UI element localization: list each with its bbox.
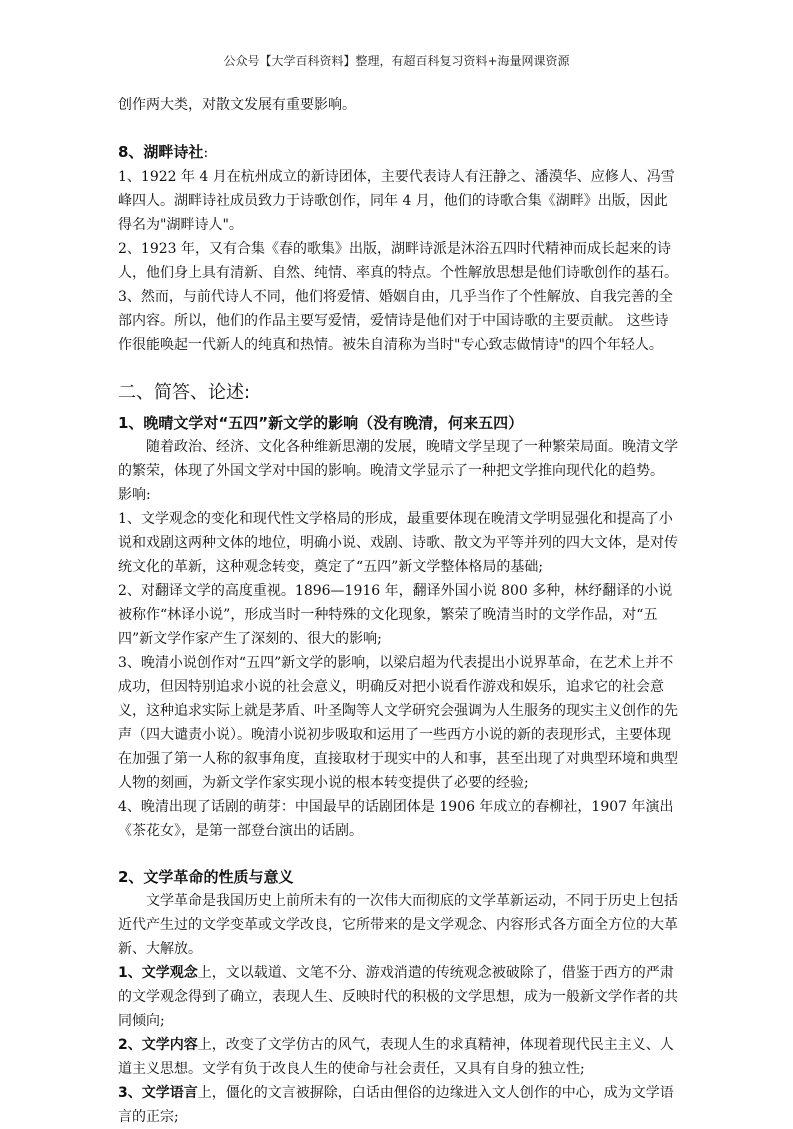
question-2-title: 2、文学革命的性质与意义: [118, 868, 294, 886]
section-8-para-3: 3、然而，与前代诗人不同，他们将爱情、婚姻自由，几乎当作了个性解放、自我完善的全部内容。所以，他们的作品主要写爱情，爱情诗是他们对于中国诗歌的主要贡献。 这些诗作很能唤起一代新人的纯真和热情。被朱自清称为当时"专心致志做情诗"的四个年轻人。: [118, 289, 673, 353]
question-1-point-4: 4、晚清出现了话剧的萌芽：中国最早的话剧团体是 1906 年成立的春柳社，1907 年演出《茶花女》，是第一部登台演出的话剧。: [118, 799, 674, 839]
point-2-lead: 2、文学内容: [118, 1037, 198, 1053]
question-1-title: 1、晚晴文学对“五四”新文学的影响（没有晚清，何来五四）: [118, 414, 524, 432]
point-2-text: 上，改变了文学仿古的风气，表现人生的求真精神，体现着现代民主主义、人道主义思想。文学有负于改良人生的使命与社会责任，又具有自身的独立性;: [118, 1037, 674, 1077]
intro-line: 创作两大类，对散文发展有重要影响。: [118, 97, 356, 113]
question-1-point-1: 1、文学观念的变化和现代性文学格局的形成，最重要体现在晚清文学明显强化和提高了小说和戏剧这两种文体的地位，明确小说、戏剧、诗歌、散文为平等并列的四大文体，是对传统文化的革新，这种观念转变，奠定了“五四”新文学整体格局的基础;: [118, 511, 678, 575]
question-1-point-3: 3、晚清小说创作对“五四”新文学的影响，以梁启超为代表提出小说界革命，在艺术上并不成功，但因特别追求小说的社会意义，明确反对把小说看作游戏和娱乐，追求它的社会意义，这种追求实际上就是茅盾、叶圣陶等人文学研究会强调为人生服务的现实主义创作的先声（四大谴责小说）。晚清小说初步吸取和运用了一些西方小说的新的表现形式，主要体现在加强了第一人称的叙事角度，直接取材于现实中的人和事，甚至出现了对典型环境和典型人物的刻画，为新文学作家实现小说的根本转变提供了必要的经验;: [118, 655, 678, 791]
section-8-heading: [118, 140, 678, 165]
question-1-intro: 随着政治、经济、文化各种维新思潮的发展，晚晴文学呈现了一种繁荣局面。晚清文学的繁荣，体现了外国文学对中国的影响。晚清文学显示了一种把文学推向现代化的趋势。: [118, 439, 678, 479]
question-1-point-2: 2、对翻译文学的高度重视。1896—1916 年，翻译外国小说 800 多种，林纾翻译的小说被称作“林译小说”，形成当时一种特殊的文化现象，繁荣了晚清当时的文学作品，对“五四”新文学作家产生了深刻的、很大的影响;: [118, 583, 673, 647]
question-2-point-1: [118, 961, 678, 1033]
point-3-text: 上，僵化的文言被摒除，白话由俚俗的边缘进入文人创作的中心，成为文学语言的正宗;: [118, 1085, 674, 1125]
section-8-para-2: 2、1923 年，又有合集《春的歌集》出版，湖畔诗派是沐浴五四时代精神而成长起来的诗人，他们身上具有清新、自然、纯情、率真的特点。个性解放思想是他们诗歌创作的基石。: [118, 241, 678, 281]
question-1-label: 影响:: [118, 487, 151, 503]
point-1-text: 上，文以载道、文笔不分、游戏消遣的传统观念被破除了，借鉴于西方的严肃的文学观念得到了确立，表现人生、反映时代的积极的文学思想，成为一般新文学作者的共同倾向;: [118, 965, 678, 1029]
section-8-colon: :: [203, 145, 209, 161]
section-8-para-1: 1、1922 年 4 月在杭州成立的新诗团体，主要代表诗人有汪静之、潘漠华、应修人、冯雪峰四人。湖畔诗社成员致力于诗歌创作，同年 4 月，他们的诗歌合集《湖畔》出版，因此得名为"湖畔诗人"。: [118, 169, 675, 233]
point-3-lead: 3、文学语言: [118, 1085, 198, 1101]
part-2-title: 二、简答、论述:: [118, 382, 251, 403]
question-2-point-2: [118, 1033, 678, 1081]
section-8-title: 8、湖畔诗社: [118, 143, 204, 161]
document-body: [118, 93, 678, 1129]
page-header: 公众号【大学百科资料】整理，有超百科复习资料+海量网课资源: [223, 54, 570, 68]
point-1-lead: 1、文学观念: [118, 965, 198, 981]
question-2-intro: 文学革命是我国历史上前所未有的一次伟大而彻底的文学革新运动，不同于历史上包括近代产生过的文学变革或文学改良，它所带来的是文学观念、内容形式各方面全方位的大革新、大解放。: [118, 893, 678, 957]
